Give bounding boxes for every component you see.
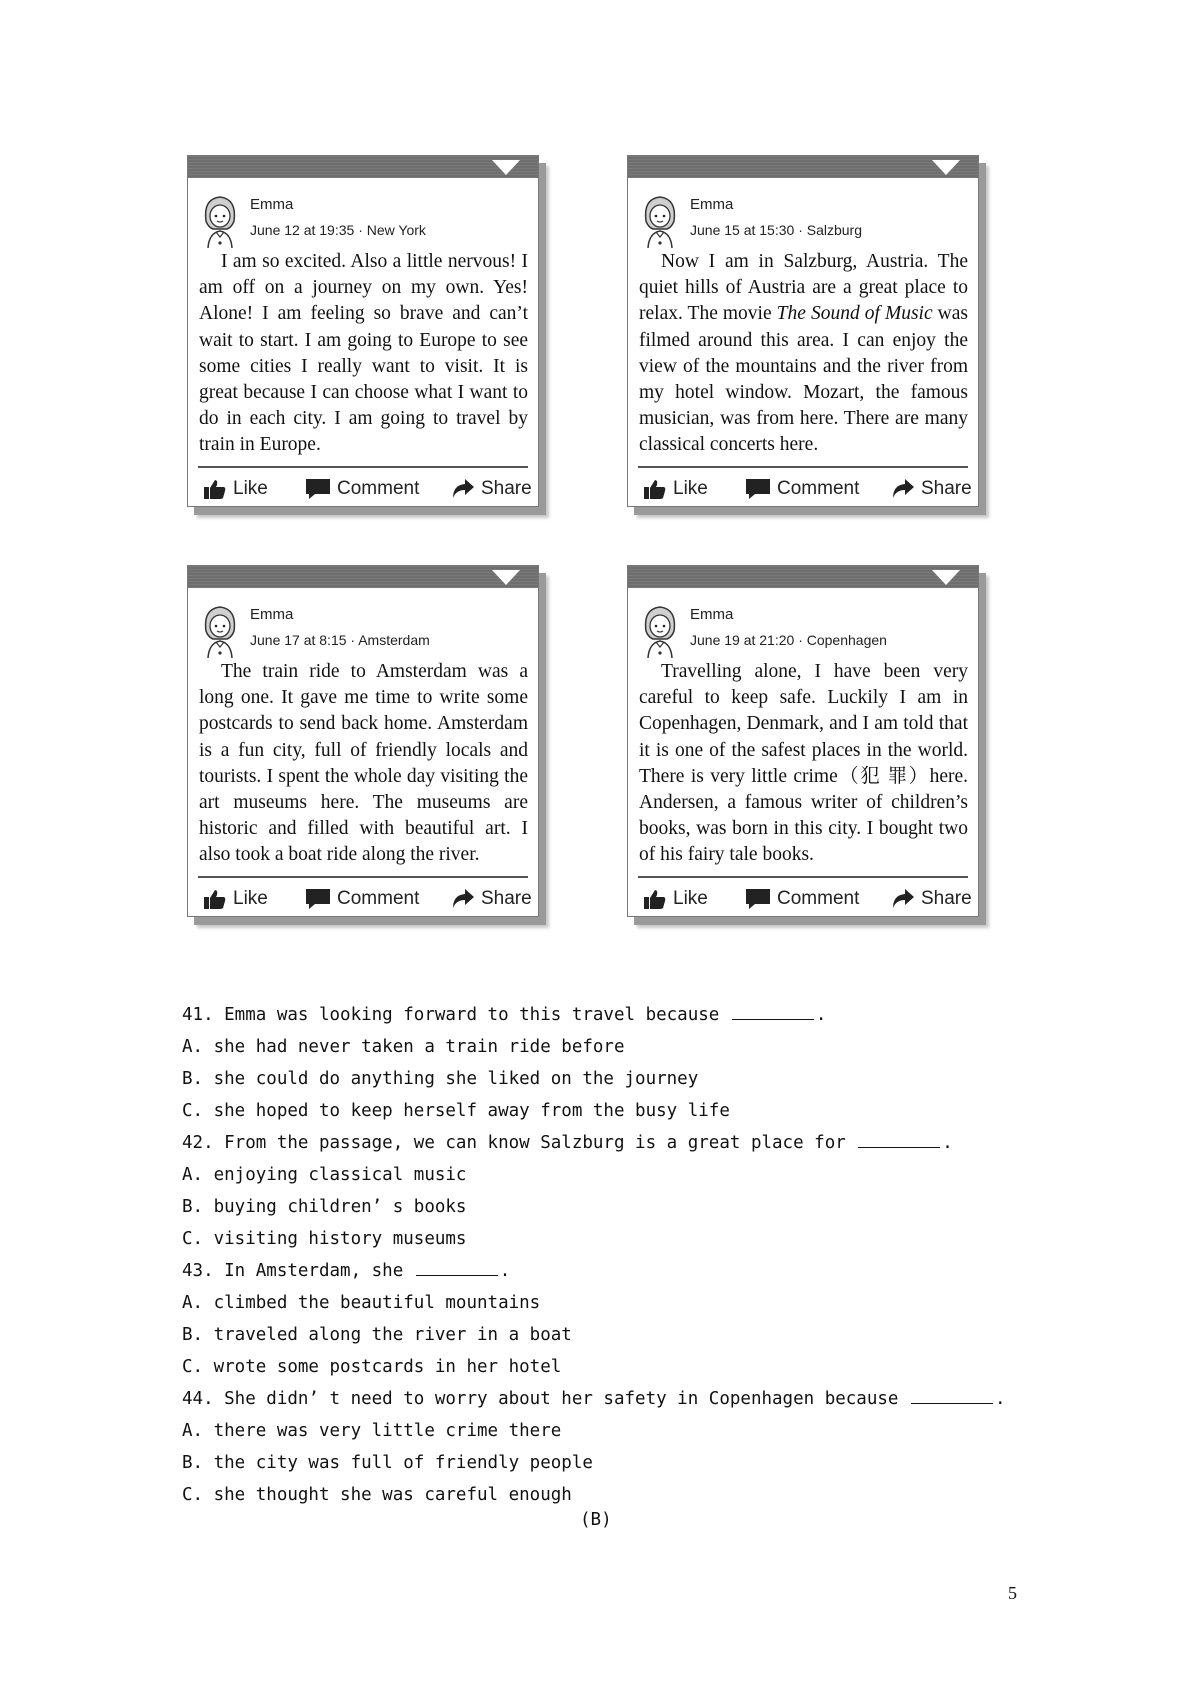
question-end: .: [994, 1389, 1006, 1409]
comment-button[interactable]: [306, 478, 419, 500]
comment-label: Comment: [337, 478, 420, 499]
avatar-girl-icon: [637, 189, 683, 249]
question-end: .: [815, 1005, 827, 1025]
share-arrow-icon: [452, 479, 474, 499]
question-42: [182, 1133, 953, 1153]
question-44: [182, 1389, 1006, 1409]
comment-bubble-icon: [746, 889, 770, 909]
like-button[interactable]: [204, 478, 268, 500]
option: B. the city was full of friendly people: [182, 1453, 593, 1473]
thumbs-up-icon: [644, 479, 666, 499]
post-body: [639, 249, 968, 459]
share-arrow-icon: [892, 889, 914, 909]
author-name[interactable]: Emma: [690, 196, 734, 213]
option: C. visiting history museums: [182, 1229, 467, 1249]
comment-bubble-icon: [306, 479, 330, 499]
dropdown-caret-icon[interactable]: [932, 160, 960, 175]
option: A. there was very little crime there: [182, 1421, 562, 1441]
option: B. buying children’ s books: [182, 1197, 467, 1217]
avatar-girl-icon: [197, 599, 243, 659]
comment-button[interactable]: [746, 478, 859, 500]
post-meta: June 19 at 21:20 · Copenhagen: [690, 632, 887, 648]
author-name[interactable]: Emma: [250, 196, 294, 213]
comment-label: Comment: [337, 888, 420, 909]
option: C. wrote some postcards in her hotel: [182, 1357, 562, 1377]
question-stem: 43. In Amsterdam, she: [182, 1261, 414, 1281]
thumbs-up-icon: [204, 479, 226, 499]
option: A. she had never taken a train ride before: [182, 1037, 625, 1057]
share-button[interactable]: [452, 478, 532, 500]
answer-blank: [858, 1146, 940, 1148]
share-button[interactable]: [892, 478, 972, 500]
share-label: Share: [921, 478, 972, 499]
comment-button[interactable]: [746, 888, 859, 910]
like-label: Like: [233, 888, 268, 909]
answer-blank: [911, 1402, 993, 1404]
card-header-bar: [628, 566, 978, 588]
action-bar: [200, 888, 532, 912]
question-stem: 41. Emma was looking forward to this travel because: [182, 1005, 730, 1025]
avatar-girl-icon: [637, 599, 683, 659]
comment-button[interactable]: [306, 888, 419, 910]
page-number: 5: [1008, 1583, 1017, 1603]
question-stem: 44. She didn’ t need to worry about her safety in Copenhagen because: [182, 1389, 909, 1409]
divider: [198, 876, 528, 878]
post-body: Travelling alone, I have been very careful to keep safe. Luckily I am in Copenhagen, Denmark, and I am told that it is one of the safest places in the world. There is very little crime（犯 罪）here. Andersen, a famous writer of children’s books, was born in this city. I bought two of his fairy tale books.: [639, 661, 968, 866]
divider: [638, 466, 968, 468]
thumbs-up-icon: [204, 889, 226, 909]
share-label: Share: [481, 888, 532, 909]
post-body-pre: Now I am in Salzburg, Austria. The quiet hills of Austria are a great place to relax. The movie: [639, 251, 968, 325]
post-body-post: was filmed around this area. I can enjoy the view of the mountains and the river from my hotel window. Mozart, the famous musician, was from here. There are many classical concerts here.: [639, 303, 968, 456]
card-header-bar: [188, 156, 538, 178]
question-41: [182, 1005, 826, 1025]
comment-label: Comment: [777, 888, 860, 909]
question-43: [182, 1261, 510, 1281]
share-label: Share: [481, 478, 532, 499]
question-end: .: [942, 1133, 953, 1153]
option: C. she hoped to keep herself away from the busy life: [182, 1101, 730, 1121]
share-button[interactable]: [892, 888, 972, 910]
post-meta: June 15 at 15:30 · Salzburg: [690, 222, 863, 238]
like-label: Like: [673, 478, 708, 499]
post-card-salzburg: [627, 155, 979, 507]
comment-label: Comment: [777, 478, 860, 499]
section-label: (B): [580, 1510, 612, 1530]
avatar-girl-icon: [197, 189, 243, 249]
option: A. enjoying classical music: [182, 1165, 467, 1185]
action-bar: [200, 478, 532, 502]
option: C. she thought she was careful enough: [182, 1485, 572, 1505]
post-card-amsterdam: [187, 565, 539, 917]
divider: [198, 466, 528, 468]
thumbs-up-icon: [644, 889, 666, 909]
like-label: Like: [233, 478, 268, 499]
share-label: Share: [921, 888, 972, 909]
option: B. she could do anything she liked on the journey: [182, 1069, 699, 1089]
comment-bubble-icon: [746, 479, 770, 499]
movie-title: The Sound of Music: [776, 303, 933, 325]
dropdown-caret-icon[interactable]: [492, 160, 520, 175]
post-body: The train ride to Amsterdam was a long one. It gave me time to write some postcards to send back home. Amsterdam is a fun city, full of friendly locals and tourists. I spent the whole day visiting the art museums here. The museums are historic and filled with beautiful art. I also took a boat ride along the river.: [199, 661, 528, 866]
post-meta: June 17 at 8:15 · Amsterdam: [250, 632, 430, 648]
card-header-bar: [188, 566, 538, 588]
like-button[interactable]: [644, 478, 708, 500]
dropdown-caret-icon[interactable]: [492, 570, 520, 585]
comment-bubble-icon: [306, 889, 330, 909]
option: A. climbed the beautiful mountains: [182, 1293, 541, 1313]
like-button[interactable]: [644, 888, 708, 910]
dropdown-caret-icon[interactable]: [932, 570, 960, 585]
post-card-new-york: [187, 155, 539, 507]
divider: [638, 876, 968, 878]
question-end: .: [499, 1261, 511, 1281]
action-bar: [640, 478, 972, 502]
like-label: Like: [673, 888, 708, 909]
post-body: I am so excited. Also a little nervous! I am off on a journey on my own. Yes! Alone! I am feeling so brave and can’t wait to start. I am going to Europe to see some cities I really want to visit. It is great because I can choose what I want to do in each city. I am going to travel by train in Europe.: [199, 251, 528, 456]
share-arrow-icon: [452, 889, 474, 909]
answer-blank: [416, 1274, 498, 1276]
share-arrow-icon: [892, 479, 914, 499]
post-meta: June 12 at 19:35 · New York: [250, 222, 426, 238]
like-button[interactable]: [204, 888, 268, 910]
author-name[interactable]: Emma: [250, 606, 294, 623]
question-stem: 42. From the passage, we can know Salzburg is a great place for: [182, 1133, 857, 1153]
author-name[interactable]: Emma: [690, 606, 734, 623]
card-header-bar: [628, 156, 978, 178]
post-card-copenhagen: [627, 565, 979, 917]
share-button[interactable]: [452, 888, 532, 910]
action-bar: [640, 888, 972, 912]
answer-blank: [732, 1018, 814, 1020]
option: B. traveled along the river in a boat: [182, 1325, 572, 1345]
